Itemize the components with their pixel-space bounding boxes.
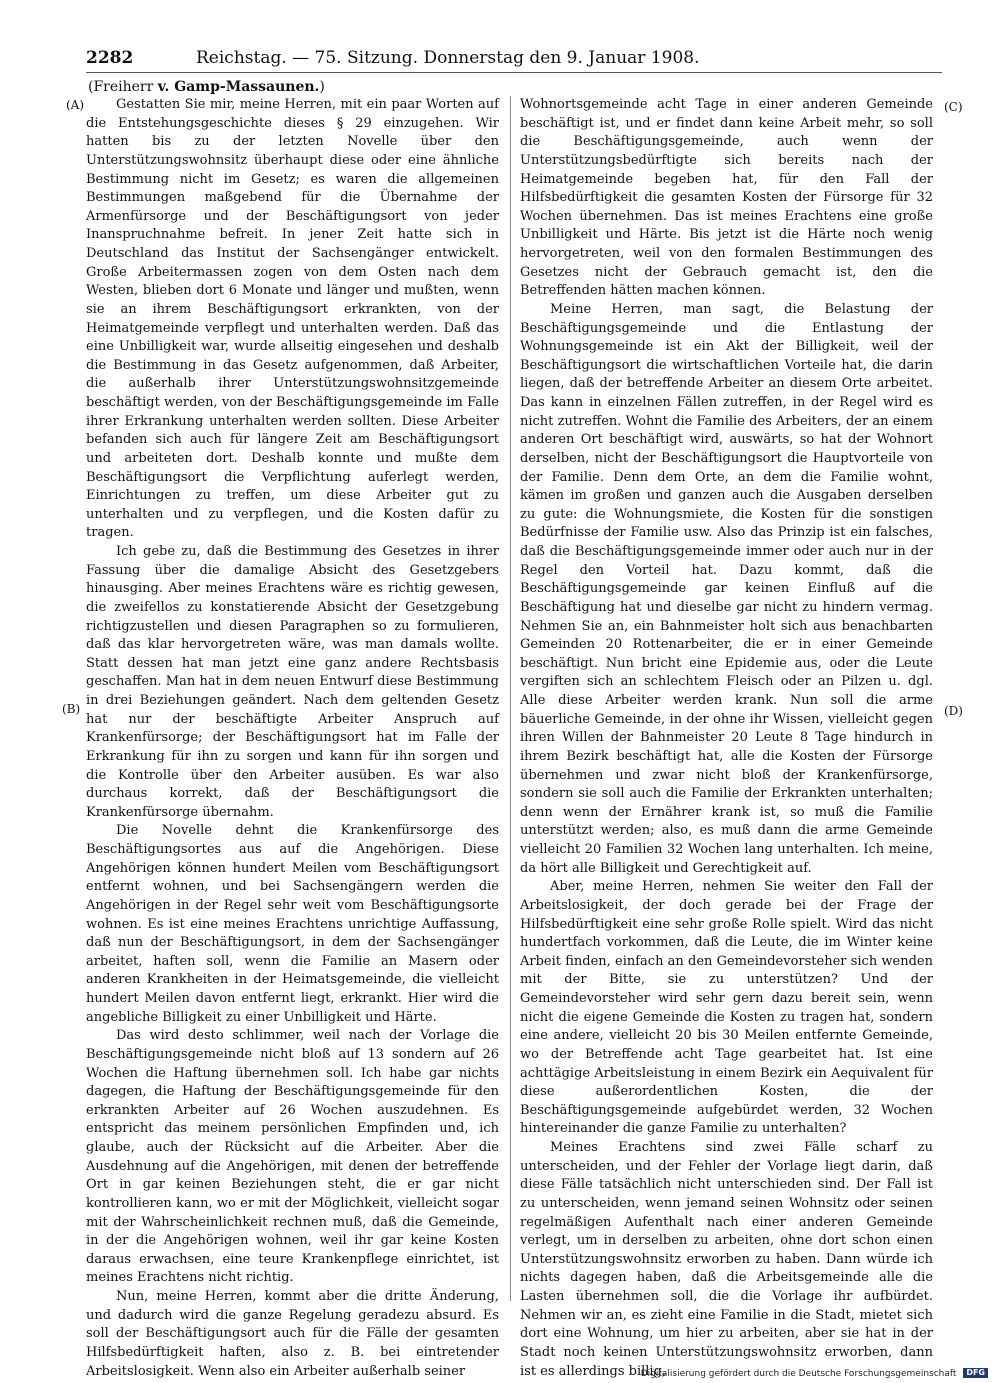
paragraph: Nun, meine Herren, kommt aber die dritte Änderung, und dadurch wird die ganze Regelung geradezu absurd. Es soll der Beschäftigungsort auch für die Fälle der gesamten Hilfsbedürftigkeit haften, also z. B. bei eintretender Arbeitslosigkeit. Wenn also ein Arbeiter außerhalb seiner [86, 1289, 499, 1379]
left-column [86, 96, 499, 1381]
margin-marker-b: (B) [62, 702, 81, 716]
paragraph: Wohnortsgemeinde acht Tage in einer anderen Gemeinde beschäftigt ist, und er findet dann keine Arbeit mehr, so soll die Beschäftigungsgemeinde, auch wenn der Unterstützungsbedürftigte sich bereits nach der Heimatgemeinde begeben hat, für den Fall der Hilfsbedürftigkeit die gesamten Kosten der Fürsorge für 32 Wochen übernehmen. Das ist meines Erachtens eine große Unbilligkeit und Härte. Bis jetzt ist die Härte noch wenig hervorgetreten, weil von den formalen Bestimmungen des Gesetzes nicht der Gebrauch gemacht ist, den die Betreffenden hätten machen können. [520, 97, 933, 299]
header-rule [86, 72, 942, 73]
margin-marker-a: (A) [66, 98, 85, 112]
paragraph: Ich gebe zu, daß die Bestimmung des Gesetzes in ihrer Fassung über die damalige Absicht des Gesetzgebers hinausging. Aber meines Erachtens wäre es richtig gewesen, die zweifellos zu konstatierende Absicht der Gesetzgebung richtigzustellen und diesen Paragraphen so zu formulieren, daß das klar hervorgetreten wäre, was man damals wollte. Statt dessen hat man jetzt eine ganz andere Rechtsbasis geschaffen. Man hat in dem neuen Entwurf diese Bestimmung in drei Beziehungen geändert. Nach dem geltenden Gesetz hat nur der beschäftigte Arbeiter Anspruch auf Krankenfürsorge; der Beschäftigungsort hat im Falle der Erkrankung für ihn zu sorgen und kann für ihn sorgen und die Kontrolle über den Arbeiter ausüben. Es war also durchaus korrekt, daß der Beschäftigungsort die Krankenfürsorge übernahm. [86, 544, 499, 820]
paragraph: Aber, meine Herren, nehmen Sie weiter den Fall der Arbeitslosigkeit, der doch gerade bei der Frage der Hilfsbedürftigkeit eine sehr große Rolle spielt. Wird das nicht hundertfach vorkommen, daß die Leute, die im Winter keine Arbeit finden, einfach an den Gemeindevorsteher sich wenden mit der Bitte, sie zu unterstützen? Und der Gemeindevorsteher wird sehr gern dazu bereit sein, wenn nicht die eigene Gemeinde die Kosten zu tragen hat, sondern eine andere, vielleicht 20 bis 30 Meilen entfernte Gemeinde, wo der Betreffende acht Tage gearbeitet hat. Ist eine achttägige Arbeitsleistung in einem Bezirk ein Aequivalent für diese außerordentlichen Kosten, die der Beschäftigungsgemeinde aufgebürdet werden, 32 Wochen hintereinander die ganze Familie zu unterhalten? [520, 879, 933, 1137]
paragraph: Gestatten Sie mir, meine Herren, mit ein paar Worten auf die Entstehungsgeschichte dieses § 29 einzugehen. Wir hatten bis zu der letzten Novelle über den Unterstützungswohnsitz überhaupt diese oder eine ähnliche Bestimmung nicht im Gesetz; es waren die allgemeinen Bestimmungen maßgebend für die Übernahme der Armenfürsorge und der Beschäftigungsort von jeder Inanspruchnahme befreit. In jener Zeit hatte sich in Deutschland das Institut der Sachsengänger entwickelt. Große Arbeitermassen zogen von dem Osten nach dem Westen, blieben dort 6 Monate und länger und mußten, wenn sie an ihrem Beschäftigungsort erkrankten, von der Heimatgemeinde verpflegt und unterhalten werden. Daß das eine Unbilligkeit war, wurde allseitig eingesehen und deshalb die Bestimmung in das Gesetz aufgenommen, daß Arbeiter, die außerhalb ihrer Unterstützungswohnsitzgemeinde beschäftigt werden, von der Beschäftigungsgemeinde im Falle ihrer Erkrankung unterhalten werden sollten. Diese Arbeiter befanden sich auch für längere Zeit am Beschäftigungsort und arbeiteten dort. Deshalb konnte und mußte dem Beschäftigungsort die Verpflichtung auferlegt werden, Einrichtungen zu treffen, um diese Arbeiter gut zu unterhalten und zu verpflegen, und die Kosten dafür zu tragen. [86, 97, 499, 541]
running-title: Reichstag. — 75. Sitzung. Donnerstag den 9. Januar 1908. [196, 48, 700, 68]
paragraph: Das wird desto schlimmer, weil nach der Vorlage die Beschäftigungsgemeinde nicht bloß auf 13 sondern auf 26 Wochen die Haftung übernehmen soll. Ich habe gar nichts dagegen, die Haftung der Beschäftigungsgemeinde für den erkrankten Arbeiter auf 26 Wochen auszudehnen. Es entspricht das meinem persönlichen Empfinden und, ich glaube, auch der Rücksicht auf die Arbeiter. Aber die Ausdehnung auf die Angehörigen, mit denen der betreffende Ort in gar keinen Beziehungen steht, die er gar nicht kontrollieren kann, wo er mit der Möglichkeit, vielleicht sogar mit der Wahrscheinlichkeit rechnen muß, daß die Gemeinde, in der die Angehörigen wohnen, weil ihr gar keine Kosten daraus erwachsen, eine teure Krankenpflege einrichtet, ist meines Erachtens nicht richtig. [86, 1028, 499, 1286]
right-column [520, 96, 933, 1381]
speaker-line [88, 78, 325, 96]
margin-marker-d: (D) [944, 704, 963, 718]
paragraph: Die Novelle dehnt die Krankenfürsorge des Beschäftigungsortes aus auf die Angehörigen. Diese Angehörigen können hundert Meilen vom Beschäftigungsort entfernt wohnen, und bei Sachsengängern werden die Angehörigen in der Regel sehr weit vom Beschäftigungsorte wohnen. Es ist eine meines Erachtens unrichtige Auffassung, daß nun der Beschäftigungsort, in dem der Sachsengänger arbeitet, haften soll, wenn die Familie an Masern oder anderen Krankheiten in der Heimatsgemeinde, die vielleicht hundert Meilen davon entfernt liegt, erkrankt. Hier wird die angebliche Billigkeit zu einer Unbilligkeit und Härte. [86, 823, 499, 1025]
digitization-credit [641, 1368, 988, 1380]
speaker-suffix: ) [319, 79, 325, 95]
page-number: 2282 [86, 48, 134, 68]
column-divider [510, 96, 511, 1301]
credit-text: Digitalisierung gefördert durch die Deutsche Forschungsgemeinschaft [640, 1369, 957, 1379]
paragraph: Meines Erachtens sind zwei Fälle scharf zu unterscheiden, und der Fehler der Vorlage liegt darin, daß diese Fälle tatsächlich nicht unterschieden sind. Der Fall ist zu unterscheiden, wenn jemand seinen Wohnsitz oder seinen regelmäßigen Aufenthalt nach einer anderen Gemeinde verlegt, um in derselben zu arbeiten, ohne dort schon einen Unterstützungswohnsitz erworben zu haben. Dann würde ich nichts dagegen haben, daß die Arbeitsgemeinde alle die Lasten übernehmen soll, die die Vorlage ihr aufbürdet. Nehmen wir an, es zieht eine Familie in die Stadt, mietet sich dort eine Wohnung, um hier zu arbeiten, aber sie hat in der Stadt noch keinen Unterstützungswohnsitz erworben, dann ist es allerdings billig, [520, 1140, 933, 1379]
dfg-logo: DFG [963, 1368, 988, 1378]
paragraph: Meine Herren, man sagt, die Belastung der Beschäftigungsgemeinde und die Entlastung der Wohnungsgemeinde ist ein Akt der Billigkeit, weil der Beschäftigungsort die wirtschaftlichen Vorteile hat, die darin liegen, daß der betreffende Arbeiter an diesem Orte arbeitet. Das kann in einzelnen Fällen zutreffen, in der Regel wird es nicht zutreffen. Wohnt die Familie des Arbeiters, der an einem anderen Ort beschäftigt wird, auswärts, so hat der Wohnort derselben, nicht der Beschäftigungsort die Hauptvorteile von der Familie. Denn dem Orte, an dem die Familie wohnt, kämen im großen und ganzen auch die Ausgaben derselben zu gute: die Wohnungsmiete, die Kosten für die sonstigen Bedürfnisse der Familie usw. Also das Prinzip ist ein falsches, daß die Beschäftigungsgemeinde immer oder auch nur in der Regel den Vorteil hat. Dazu kommt, daß die Beschäftigungsgemeinde gar keinen Einfluß auf die Beschäftigung hat und dieselbe gar nicht zu hindern vermag. Nehmen Sie an, ein Bahnmeister holt sich aus benachbarten Gemeinden 20 Rottenarbeiter, die er in einer Gemeinde beschäftigt. Nun bricht eine Epidemie aus, oder die Leute vergiften sich an schlechtem Fleisch oder an Pilzen u. dgl. Alle diese Arbeiter werden krank. Nun soll die arme bäuerliche Gemeinde, in der ohne ihr Wissen, vielleicht gegen ihren Willen der Bahnmeister 20 Leute 8 Tage hindurch in ihrem Bezirk beschäftigt hat, alle die Kosten der Fürsorge übernehmen und zwar nicht bloß der Krankenfürsorge, sondern sie soll auch die Familie der Erkrankten unterhalten; denn wenn der Ernährer krank ist, so muß die Familie unterstützt werden; also, es muß dann die arme Gemeinde vielleicht 20 Familien 32 Wochen lang unterhalten. Ich meine, da hört alle Billigkeit und Gerechtigkeit auf. [520, 301, 933, 876]
margin-marker-c: (C) [944, 100, 963, 114]
page-header [86, 45, 942, 71]
speaker-name: v. Gamp-Massaunen. [157, 79, 320, 95]
speaker-prefix: (Freiherr [88, 79, 158, 95]
